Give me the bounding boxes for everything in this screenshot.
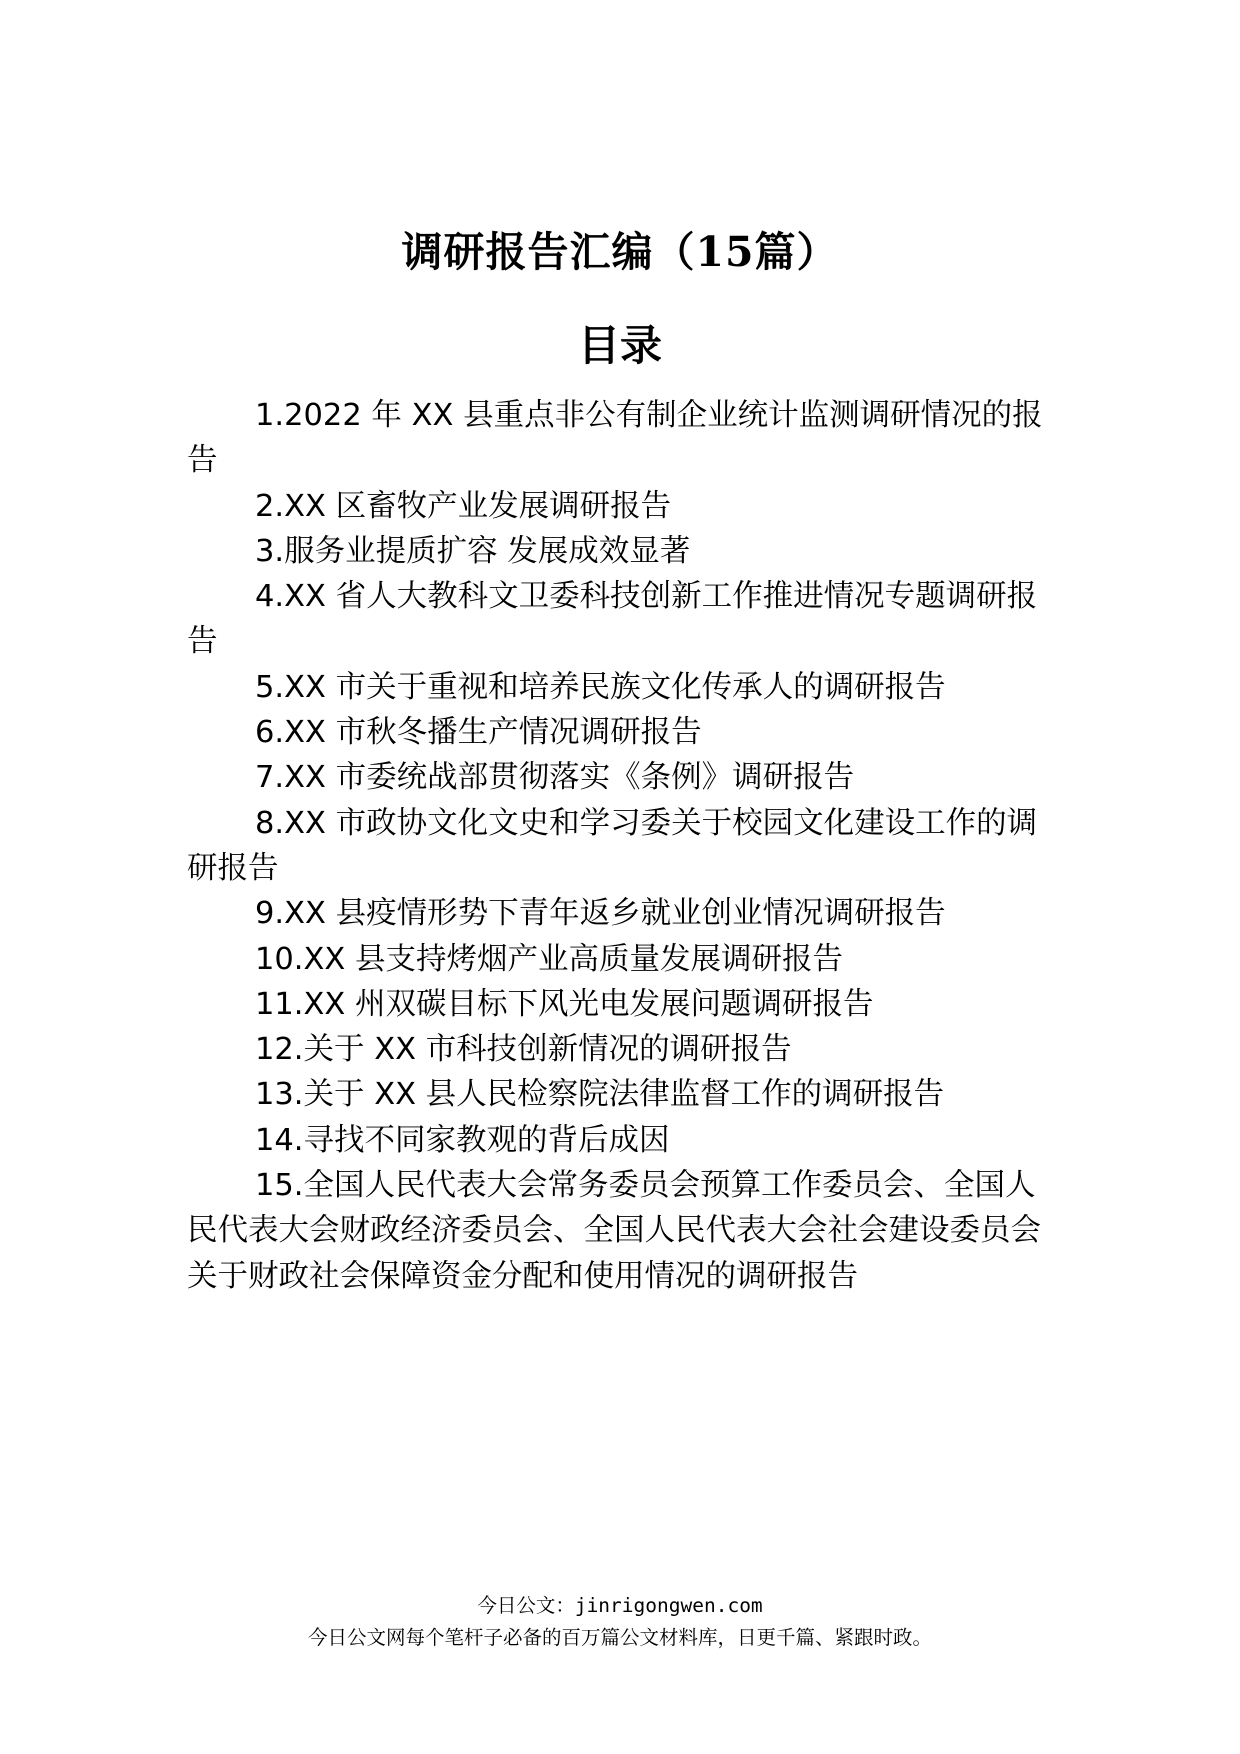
toc-item-11: 11.XX 州双碳目标下风光电发展问题调研报告	[255, 986, 874, 1022]
footer-site-line	[0, 1592, 1240, 1620]
toc-item-5: 5.XX 市关于重视和培养民族文化传承人的调研报告	[255, 669, 946, 705]
footer-slogan: 今日公文网每个笔杆子必备的百万篇公文材料库，日更千篇、紧跟时政。	[307, 1626, 932, 1649]
toc-item-15: 15.全国人民代表大会常务委员会预算工作委员会、全国人民代表大会财政经济委员会、全国人民代表大会社会建设委员会关于财政社会保障资金分配和使用情况的调研报告	[187, 1168, 1041, 1294]
document-title: 调研报告汇编（15篇）	[401, 228, 839, 276]
toc-list	[187, 393, 1053, 1299]
toc-item-9: 9.XX 县疫情形势下青年返乡就业创业情况调研报告	[255, 896, 946, 932]
toc-item-14: 14.寻找不同家教观的背后成因	[255, 1122, 670, 1158]
footer-site-url: jinrigongwen.com	[574, 1594, 763, 1617]
toc-item-12: 12.关于 XX 市科技创新情况的调研报告	[255, 1032, 792, 1068]
toc-item-7: 7.XX 市委统战部贯彻落实《条例》调研报告	[255, 760, 855, 796]
toc-item-8: 8.XX 市政协文化文史和学习委关于校园文化建设工作的调研报告	[187, 805, 1038, 886]
footer-site-label: 今日公文：	[477, 1594, 575, 1617]
toc-item-1: 1.2022 年 XX 县重点非公有制企业统计监测调研情况的报告	[187, 398, 1043, 479]
toc-item-2: 2.XX 区畜牧产业发展调研报告	[255, 488, 672, 524]
toc-item-13: 13.关于 XX 县人民检察院法律监督工作的调研报告	[255, 1077, 945, 1113]
toc-item-3: 3.服务业提质扩容 发展成效显著	[255, 533, 691, 569]
toc-item-4: 4.XX 省人大教科文卫委科技创新工作推进情况专题调研报告	[187, 579, 1038, 660]
toc-item-10: 10.XX 县支持烤烟产业高质量发展调研报告	[255, 941, 843, 977]
toc-heading: 目录	[577, 321, 662, 370]
toc-item-6: 6.XX 市秋冬播生产情况调研报告	[255, 715, 702, 751]
